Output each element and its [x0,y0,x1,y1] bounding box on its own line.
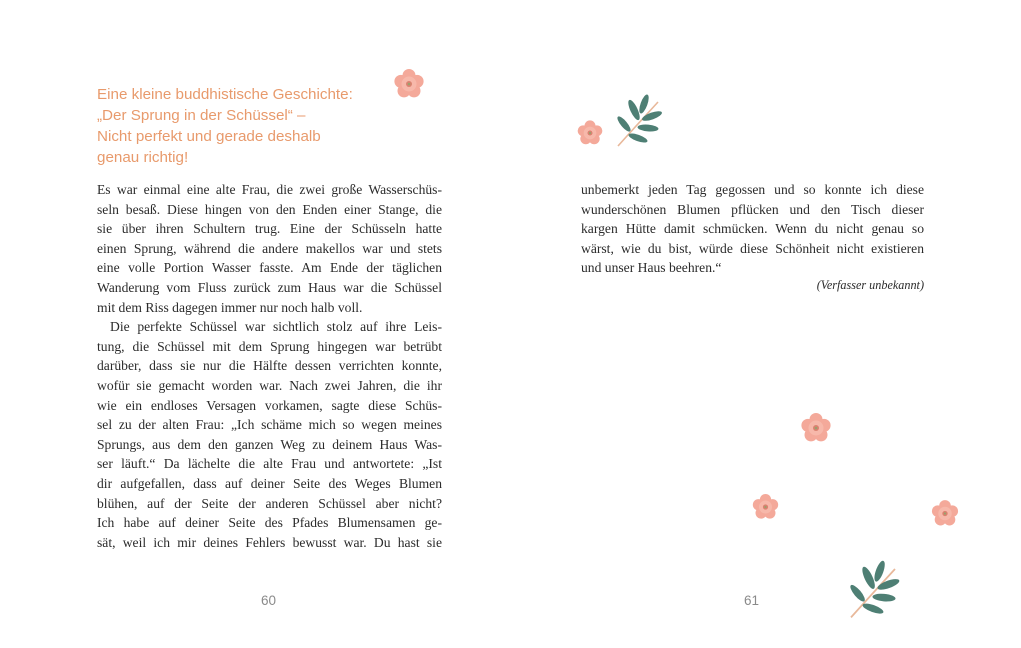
text-line: wofür sie gemacht worden war. Nach zwei Jahren, die ihr [97,377,442,393]
text-line: tung, die Schüssel mit dem Sprung hingegen war betrübt [97,338,442,354]
text-line: und unser Haus beehren.“ [581,260,722,276]
right-body-text [581,180,924,278]
text-line: wie ein endloses Versagen vorkamen, sagte diese Schüs- [97,397,442,413]
text-line: Die perfekte Schüssel war sichtlich stolz auf ihre Leis- [110,319,442,335]
heading-line: genau richtig! [97,149,189,166]
text-line: Wanderung vom Fluss zurück zum Haus war die Schüssel [97,279,442,295]
text-line: sie über ihren Schultern trug. Eine der Schüsseln hatte [97,221,442,237]
text-line: sel zu der alten Frau: „Ich schäme mich so wegen meines [97,417,442,433]
text-line: seln besaß. Diese hingen von den Enden einer Stange, die [97,201,442,217]
leaf-sprig-icon [608,92,668,152]
heading-line: Eine kleine buddhistische Geschichte: [97,86,353,103]
left-body-text [97,180,442,552]
right-page [510,0,1021,648]
text-line: einen Sprung, während die andere makellos war und stets [97,240,442,256]
page-number-right: 61 [744,593,760,608]
text-line: darüber, dass sie nur die Hälfte dessen verrichten konnte, [97,358,442,374]
text-line: sät, weil ich mir deines Fehlers bewusst war. Du hast sie [97,534,442,550]
attribution: (Verfasser unbekannt) [816,278,924,292]
text-line: dir aufgefallen, dass auf deiner Seite des Weges Blumen [97,475,442,491]
text-line: eine volle Portion Wasser fasste. Am Ende der täglichen [97,260,442,276]
text-line: blühen, auf der Seite der anderen Schüssel aber nicht? [97,495,442,511]
text-line: Sprungs, aus dem den ganzen Weg zu deinem Haus Was- [97,436,442,452]
story-heading [97,84,397,168]
paragraph [97,317,442,552]
text-line: Ich habe auf deiner Seite des Pfades Blumensamen ge- [97,515,442,531]
pink-flower-icon [928,497,962,530]
pink-flower-icon [390,66,428,102]
pink-flower-icon [797,410,835,446]
text-line: kargen Hütte damit schmücken. Wenn du nicht genau so [581,221,924,237]
text-line: unbemerkt jeden Tag gegossen und so konnte ich diese [581,182,924,197]
text-line: wunderschönen Blumen pflücken und den Tisch dieser [581,201,924,217]
paragraph [97,180,442,317]
pink-flower-icon [749,491,782,523]
text-line: mit dem Riss dagegen immer nur noch halb voll. [97,299,363,315]
text-line: ser läuft.“ Da lächelte die alte Frau und antwortete: „Ist [97,456,442,472]
text-line: Es war einmal eine alte Frau, die zwei große Wasserschüs- [97,182,442,197]
leaf-sprig-icon [840,556,906,626]
page-number-left: 60 [261,593,277,608]
left-page [0,0,510,648]
heading-line: Nicht perfekt und gerade deshalb [97,128,321,145]
text-line: wärst, wie du bist, würde diese Schönheit nicht existieren [581,240,924,256]
pink-flower-icon [574,117,606,149]
heading-line: „Der Sprung in der Schüssel“ – [97,107,306,124]
